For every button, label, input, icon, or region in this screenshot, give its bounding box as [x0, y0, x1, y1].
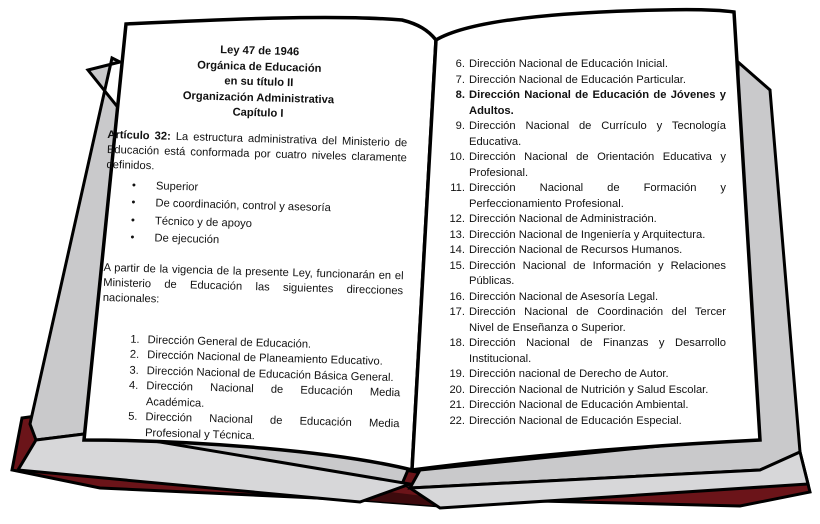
- direction-text: Dirección Nacional de Finanzas y Desarrollo Institucional.: [469, 337, 726, 365]
- direction-text: Dirección Nacional de Educación Media Académica.: [145, 380, 401, 410]
- direction-text: Dirección Nacional de Asesoría Legal.: [469, 290, 659, 303]
- right-page-text: [441, 57, 726, 437]
- law-title: [108, 40, 410, 126]
- direction-item: [441, 181, 726, 212]
- direction-item: [441, 150, 726, 181]
- direction-item: [441, 88, 726, 119]
- direction-number: 18.: [449, 337, 465, 349]
- direction-text: Dirección Nacional de Planeamiento Educativo.: [147, 349, 383, 368]
- direction-number: 8.: [455, 89, 465, 101]
- left-page-text: [99, 40, 410, 448]
- direction-text: Dirección nacional de Derecho de Autor.: [469, 368, 669, 380]
- direction-text: Dirección Nacional de Currículo y Tecnología Educativa.: [469, 120, 726, 148]
- direction-text: Dirección Nacional de Educación de Jóvenes y Adultos.: [469, 89, 726, 117]
- direction-number: 10.: [449, 151, 465, 163]
- direction-item: [441, 243, 726, 259]
- title-line: Capítulo I: [232, 106, 284, 120]
- direction-number: 21.: [449, 399, 465, 411]
- direction-text: Dirección Nacional de Información y Relaciones Públicas.: [469, 259, 726, 287]
- direction-number: 3.: [129, 364, 139, 377]
- direction-item: [441, 367, 726, 383]
- direction-text: Dirección Nacional de Educación Especial.: [469, 414, 682, 427]
- direction-number: 4.: [128, 379, 139, 392]
- direction-number: 9.: [455, 120, 465, 132]
- direction-text: Dirección Nacional de Orientación Educativa y Profesional.: [469, 151, 726, 179]
- direction-text: Dirección Nacional de Educación Básica General.: [146, 364, 394, 384]
- level-item: • De ejecución: [104, 229, 404, 255]
- direction-number: 16.: [449, 290, 465, 303]
- direction-text: Dirección Nacional de Coordinación del Tercer Nivel de Enseñanza o Superior.: [469, 306, 726, 334]
- title-line: Orgánica de Educación: [196, 58, 322, 75]
- level-item: • Técnico y de apoyo: [105, 211, 405, 237]
- left-directions-list: [99, 331, 402, 448]
- title-line: en su título II: [224, 75, 294, 90]
- direction-text: Dirección Nacional de Nutrición y Salud Escolar.: [469, 383, 709, 396]
- direction-text: Dirección Nacional de Educación Particular.: [469, 73, 687, 86]
- direction-number: 17.: [449, 306, 465, 318]
- title-line: Organización Administrativa: [182, 89, 335, 106]
- direction-text: Dirección Nacional de Educación Inicial.: [469, 58, 668, 70]
- direction-number: 15.: [449, 259, 465, 272]
- article-label: Artículo 32:: [107, 128, 171, 143]
- direction-number: 20.: [449, 383, 465, 396]
- level-item: • Superior: [106, 176, 406, 202]
- direction-number: 19.: [449, 368, 465, 380]
- direction-item: [441, 414, 726, 430]
- direction-number: 11.: [450, 182, 465, 194]
- direction-item: [441, 212, 726, 228]
- direction-item: [441, 73, 726, 89]
- direction-item: [441, 398, 726, 414]
- direction-number: 14.: [449, 244, 465, 256]
- direction-number: 13.: [449, 228, 465, 241]
- direction-text: Dirección Nacional de Recursos Humanos.: [469, 244, 683, 256]
- direction-item: [441, 336, 726, 367]
- level-item: • De coordinación, control y asesoría: [105, 194, 405, 220]
- direction-number: 7.: [455, 73, 465, 86]
- direction-text: Dirección Nacional de Ingeniería y Arquitectura.: [469, 228, 706, 241]
- direction-number: 2.: [129, 348, 140, 361]
- levels-list: [104, 176, 406, 254]
- title-line: Ley 47 de 1946: [220, 44, 300, 59]
- direction-item: [441, 305, 726, 336]
- direction-text: Dirección Nacional de Educación Ambiental.: [469, 399, 689, 411]
- right-directions-list: [441, 57, 726, 429]
- direction-text: Dirección Nacional de Administración.: [469, 213, 657, 225]
- direction-item: [441, 228, 726, 244]
- direction-text: Dirección General de Educación.: [147, 333, 312, 351]
- direction-item: [441, 290, 726, 306]
- direction-text: Dirección Nacional de Educación Media Profesional y Técnica.: [144, 411, 400, 442]
- direction-text: Dirección Nacional de Formación y Perfeccionamiento Profesional.: [469, 182, 726, 210]
- direction-item: [441, 57, 726, 73]
- direction-number: 6.: [455, 58, 465, 70]
- direction-item: [441, 259, 726, 290]
- article-32: [106, 127, 407, 180]
- direction-item: [441, 383, 726, 399]
- direction-number: 1.: [130, 333, 140, 346]
- direction-number: 12.: [449, 213, 465, 225]
- article-text: La estructura administrativa del Ministerio de Educación está conformada por cuatro niveles claramente definidos.: [106, 130, 408, 172]
- directions-intro: A partir de la vigencia de la presente Ley, funcionarán en el Ministerio de Educación las siguientes direcciones nacionales:: [102, 261, 404, 305]
- direction-number: 5.: [127, 410, 138, 423]
- direction-number: 22.: [449, 414, 465, 427]
- direction-item: [441, 119, 726, 150]
